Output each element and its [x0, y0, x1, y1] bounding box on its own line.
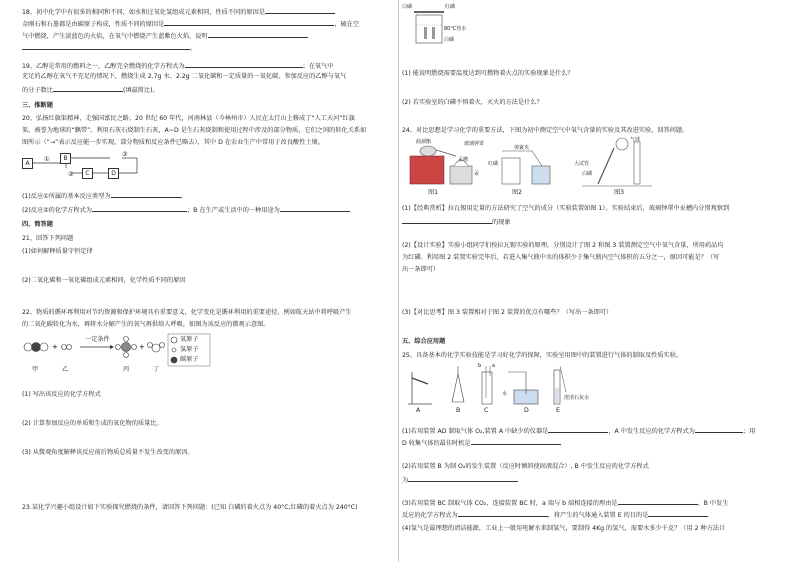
right-column	[402, 0, 774, 562]
q20-sub1-end: 。	[180, 193, 187, 200]
q24-sub2b: 为红磷。利用图 2 装置实验完毕后，若进入集气瓶中水的体积少于集气瓶内空气体积的五分之一，原因可能是？（写	[402, 254, 720, 261]
q25-sub1-text: (1)若用装置 AD 制取气体 O₂,装置 A 中缺少的仪器是	[402, 428, 549, 435]
q20-line3: 图所示（“→”表示反应能一步实现，部分物质和反应条件已略去），其中 D 在农业生产中常用于改良酸性土壤。	[22, 139, 324, 146]
app-label-port-a: a	[492, 363, 496, 369]
q20-line1: 20、弘扬红旗渠精神，走强国富民之路。20 世纪 60 年代，河南林县（今林州市）人民在太行山上修成了“人工天河”红旗	[22, 115, 355, 122]
q20-sub1-text: (1)反应①所属的基本反应类型为	[22, 193, 111, 200]
label-balloon: 气球	[630, 137, 641, 143]
q18-text2: 金刚石和石墨都是由碳原子构成，性质不同的原因是	[22, 21, 165, 28]
q25-sub1-text-c: ；用	[742, 428, 756, 435]
q19-line1	[22, 60, 334, 71]
label-bing: 丙	[123, 366, 130, 373]
answer-blank[interactable]	[408, 474, 518, 482]
q19-text2: 充足的乙醇在氧气不充足的情况下，燃烧生成 2.7g 水、2.2g 二氧化碳和一定质量的一氧化碳，参加反应的乙醇与氧气	[22, 73, 347, 80]
q24-sub1: (1)【经典赏析】拉瓦锡用定量的方法研究了空气的成分（实验装置如图 1）。实验结束后，玻璃钟罩中汞槽内分别观察到	[402, 205, 730, 212]
app-label-limewater: 澄清石灰水	[564, 395, 590, 401]
molecule-bing	[116, 337, 137, 358]
app-label-b: B	[456, 407, 461, 414]
legend-carbon: 碳原子	[180, 356, 199, 363]
q19-text3: 的分子数比	[22, 87, 53, 94]
q18-line4	[22, 42, 196, 53]
app-label-a: A	[416, 407, 421, 414]
q25-sub4: (4)氢气是最理想的清洁能源，工业上一般用电解水来制氢气，要制得 4Kg 的氢气，需要水多少千克？（用 2 种方法计	[402, 525, 726, 532]
q22-sub3: (3) 从微观角度解释该反应前后物质总质量不发生改变的原因。	[22, 449, 194, 456]
answer-blank[interactable]	[618, 497, 698, 505]
answer-blank[interactable]	[280, 204, 350, 212]
node-b: B	[60, 153, 71, 164]
fig1-label: 图1	[428, 189, 439, 196]
label-retort: 曲颈甑	[416, 139, 432, 145]
app-label-port-b: b	[478, 363, 482, 369]
molecule-ding	[148, 343, 165, 353]
micro-reaction-diagram	[22, 333, 212, 379]
q22-sub1: (1) 写出该反应的化学方程式	[22, 391, 101, 398]
q25-sub3-text-c: 反应的化学方程式为	[402, 512, 458, 519]
step-2-label: ②	[68, 171, 74, 178]
q25-sub3-line2	[402, 509, 708, 520]
q19-text1b: ；在氧气中	[302, 63, 334, 70]
fig3-label: 图3	[614, 189, 625, 196]
q25-sub2-line2	[402, 474, 518, 485]
answer-blank[interactable]	[22, 42, 190, 50]
q19-text3b: (填最简比)。	[122, 87, 159, 94]
q25-sub1	[402, 425, 755, 436]
section-3-heading: 三、推断题	[22, 102, 53, 109]
node-a: A	[22, 158, 33, 169]
answer-blank[interactable]	[471, 437, 561, 445]
legend-hydrogen: 氢原子	[180, 346, 199, 353]
q18-text2b: ，硫在空	[334, 21, 360, 28]
molecule-jia	[24, 343, 48, 352]
section-5-heading: 五、综合应用题	[402, 338, 446, 345]
label-yi: 乙	[62, 366, 69, 373]
fig2-label: 图2	[512, 189, 523, 196]
q21-title: 21、回答下列问题	[22, 235, 74, 242]
label-trough: 汞槽	[458, 157, 469, 163]
q25-sub1-text-b: ，A 中发生反应的化学方程式为	[608, 428, 695, 435]
q23-sub2: (2) 若实验室的白磷不慎着火，灭火的方法是什么？	[402, 99, 543, 106]
answer-blank[interactable]	[185, 60, 303, 68]
answer-blank[interactable]	[164, 18, 334, 26]
combustion-figure	[402, 3, 467, 51]
answer-blank[interactable]	[458, 509, 548, 517]
app-label-d: D	[524, 407, 529, 414]
answer-blank[interactable]	[111, 190, 181, 198]
air-experiment-figures	[402, 136, 702, 198]
q20-sub2	[22, 204, 350, 215]
q25-sub2-text-b: 为	[402, 477, 409, 484]
fig-label-hot-water: 80°C热水	[444, 26, 467, 32]
app-label-water: 水	[502, 391, 508, 397]
gas-apparatus-figure	[402, 362, 602, 414]
answer-blank[interactable]	[265, 6, 335, 14]
answer-blank[interactable]	[648, 509, 708, 517]
q25-sub2: (2)若用装置 B 为制 O₂的发生装置（反应时倾斜使固液混合）, B 中发生反应的化学方程式	[402, 463, 649, 470]
q19-line2	[22, 72, 346, 81]
left-column	[22, 0, 394, 562]
q24-sub1b	[402, 216, 511, 227]
q24-sub2c: 出一条即可）	[402, 266, 440, 273]
label-clip: 弹簧夹	[514, 145, 530, 151]
q22-sub2: (2) 计算参加反应的单质和生成的氧化物的质量比。	[22, 420, 163, 427]
q24-sub3: (3)【对比思考】图 3 装置相对于图 2 装置的优点有哪些？（写出一条即可）	[402, 309, 613, 316]
q23-intro: 23.某化学兴趣小组设计如下实验探究燃烧的条件，请回答下列问题：(已知 白磷的着火点为 40°C,红磷的着火点为 240°C)	[22, 504, 358, 511]
label-red-p: 红磷	[488, 161, 499, 167]
air-experiment-drawings	[402, 136, 702, 198]
answer-blank[interactable]	[695, 425, 743, 433]
label-mercury: 汞	[474, 171, 480, 177]
label-condition: 一定条件	[85, 336, 110, 343]
q20-sub2-text: (2)反应②的化学方程式为	[22, 207, 92, 214]
fig-label-white-p: 白磷	[402, 4, 413, 10]
q25-sub3-text: (3)若用装置 BC 制取气体 CO₂，连接装置 BC 时，a 端与 b 端相连接的理由是	[402, 500, 618, 507]
q25-sub3-text-b: 。B 中发生	[697, 500, 729, 507]
q20-sub1	[22, 190, 187, 201]
q21-sub1: (1)如何解释质量守恒定律	[22, 248, 93, 255]
molecule-yi	[62, 345, 72, 350]
q25-sub3-text-d: ，将产生的气体通入装置 E 的目的是	[547, 512, 649, 519]
fig-label-white-p-2: 白磷	[444, 37, 455, 43]
q23-sub1: (1) 能说明燃烧需要温度达到可燃物着火点的实验现象是什么？	[402, 70, 574, 77]
column-divider	[398, 0, 399, 562]
step-1-label: ①	[44, 156, 50, 163]
q19-line3	[22, 84, 159, 95]
fig-label-red-p: 红磷	[445, 4, 456, 10]
node-d: D	[108, 168, 119, 179]
answer-blank[interactable]	[53, 84, 123, 92]
q24-sub2: (2)【设计实验】实验小组同学们按拉瓦锡实验的原理，分别设计了图 2 和图 3 装置测定空气中氧气含量，所用药品均	[402, 242, 724, 249]
section-4-heading: 四、简答题	[22, 221, 53, 228]
q20-sub2-text-b: ；B 在生产或生活中的一种用途为	[187, 207, 280, 214]
conversion-diagram	[22, 153, 152, 183]
q21-sub2: (2)二氧化碳和一氧化碳组成元素相同，化学性质不同的原因	[22, 277, 186, 284]
q18-text3: 气中燃烧，产生淡蓝色的火焰，在氧气中燃烧产生蓝紫色火焰，说明	[22, 33, 208, 40]
label-test-tube: 大试管	[574, 161, 590, 167]
app-label-e: E	[556, 407, 560, 414]
q25-intro: 25、具备基本的化学实验技能是学习好化学的保障，实验室用图中的装置进行气体的制取及性质实验。	[402, 352, 683, 359]
q18-line1	[22, 6, 335, 17]
q18-line3	[22, 30, 308, 41]
q19-text1: 19、乙醇是常用的燃料之一，乙醇完全燃烧的化学方程式为	[22, 63, 185, 70]
label-bell-jar: 玻璃钟罩	[464, 141, 485, 147]
node-c: C	[82, 168, 93, 179]
q22-line2: 的二氧化碳转化为水，再将水分解产生的氧气再供给人呼吸，如图为该反应的微观示意图。	[22, 321, 270, 328]
label-ding: 丁	[153, 366, 160, 373]
svg-text:+: +	[52, 343, 58, 351]
q20-line2: 渠，被誉为地球的“飘带”。利用石灰石烧制生石灰，A~D 是生石灰烧制和使用过程中涉及的部分物质，它们之间的转化关系如	[22, 127, 367, 134]
q25-sub1-text-d: D 收集气体的最佳时机是	[402, 440, 471, 447]
app-label-c: C	[484, 407, 489, 414]
legend-oxygen: 氧原子	[180, 336, 199, 343]
answer-blank[interactable]	[92, 204, 187, 212]
label-jia: 甲	[32, 366, 39, 373]
q18-text4: 。	[190, 45, 197, 52]
svg-text:+: +	[139, 343, 145, 351]
q18-line2	[22, 18, 359, 29]
q24-intro: 24、对比思想是学习化学的重要方法，下图为初中测定空气中氧气含量的实验及其改进实验，回答问题。	[402, 127, 689, 134]
step-3-label: ③	[122, 151, 128, 158]
apparatus-drawings	[402, 362, 602, 414]
answer-blank[interactable]	[548, 425, 608, 433]
answer-blank[interactable]	[402, 216, 492, 224]
q25-sub1-line2	[402, 437, 561, 448]
answer-blank[interactable]	[208, 30, 308, 38]
q22-line1: 22、物质的循环再利用对节约资源和保护环境具有重要意义，化学变化是循环利用的重要途径，例如航天站中将呼吸产生	[22, 309, 352, 316]
q18-text1: 18、初中化学中有很多的相同和不同，如水和过氧化氢组成元素相同，性质不同的原因是	[22, 9, 265, 16]
q25-sub3	[402, 497, 728, 508]
label-white-p: 白磷	[582, 171, 593, 177]
q24-sub1b-text: 的现象	[492, 219, 511, 226]
